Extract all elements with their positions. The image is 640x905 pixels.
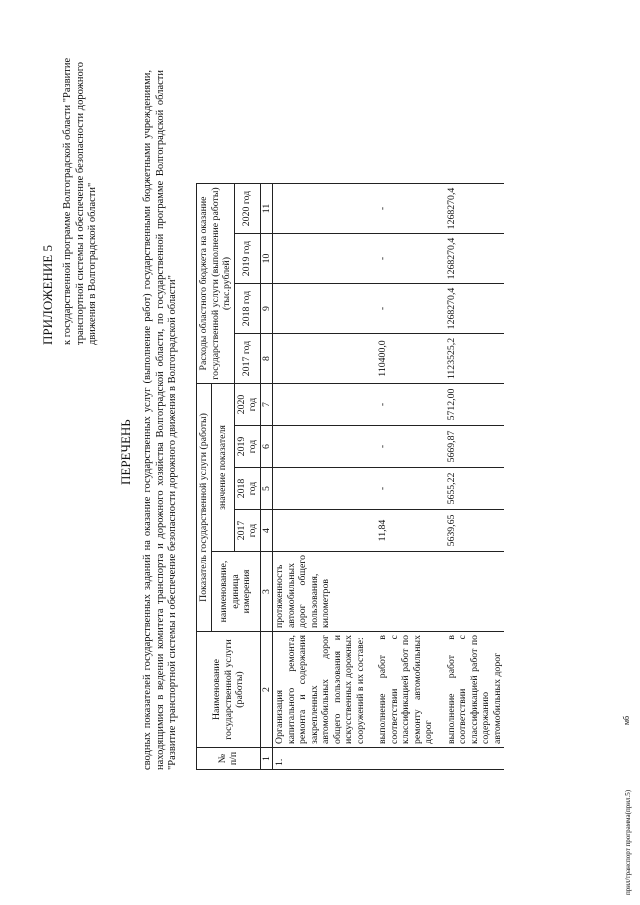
column-number: 8 [260,334,273,384]
header-year: 2019 год [234,234,260,284]
header-indicator: Показатель государственной услуги (работы) [197,384,212,632]
row-budget [273,234,377,284]
row-budget [273,184,377,234]
row-value: - [376,468,445,510]
row-service: выполнение работ в соответствии с классификацией работ по содержанию автомобильных дорог [445,632,505,748]
column-number: 3 [260,552,273,632]
column-number: 5 [260,468,273,510]
row-num: 1. [273,748,377,770]
row-budget: 1268270,4 [445,284,505,334]
footer-filename: прил/транспорт программа(прил.5) [624,789,632,895]
row-value [273,426,377,468]
row-service: Организация капитального ремонта, ремонта и содержания закрепленных автомобильных дорог общего пользования и искусственных дорожных сооружений в их составе: [273,632,377,748]
row-budget: - [376,184,445,234]
row-value: - [376,426,445,468]
column-number: 11 [260,184,273,234]
header-year: 2020 год [234,184,260,234]
header-budget: Расходы областного бюджета на оказание государственной услуги (выполнение работы) (тыс.рублей) [197,184,235,384]
column-number: 10 [260,234,273,284]
row-value: - [376,384,445,426]
table-row [376,184,445,770]
row-budget [273,284,377,334]
row-indicator [445,552,505,632]
header-num: № п/п [197,748,261,770]
header-service-name: Наименование государственной услуги (работы) [197,632,261,748]
column-number: 4 [260,510,273,552]
row-value: 11,84 [376,510,445,552]
header-year: 2017 год [234,510,260,552]
header-year: 2018 год [234,468,260,510]
table-row [273,184,377,770]
footer-code: мб [622,715,631,725]
row-budget: 1268270,4 [445,184,505,234]
header-year: 2020 год [234,384,260,426]
row-value: 5639,65 [445,510,505,552]
column-number: 7 [260,384,273,426]
indicators-table [196,183,504,770]
row-indicator [376,552,445,632]
column-number: 6 [260,426,273,468]
table-row [445,184,505,770]
row-value: 5712,00 [445,384,505,426]
row-num [445,748,505,770]
document-title: ПЕРЕЧЕНЬ [118,419,133,485]
appendix-heading: ПРИЛОЖЕНИЕ 5 [40,245,55,345]
column-number-row [260,184,273,770]
header-year: 2018 год [234,284,260,334]
row-value [273,384,377,426]
row-budget: - [376,284,445,334]
row-budget: 110400,0 [376,334,445,384]
header-indicator-name: наименование, единица измерения [211,552,260,632]
row-budget: 1268270,4 [445,234,505,284]
column-number: 9 [260,284,273,334]
row-value: 5655,22 [445,468,505,510]
row-service: выполнение работ в соответствии с классификацией работ по ремонту автомобильных дорог [376,632,445,748]
header-indicator-value: значение показателя [211,384,234,552]
column-number: 2 [260,632,273,748]
program-reference: к государственной программе Волгоградской области "Развитие транспортной системы и обеспечение безопасности дорожного движения в Волгоградской области" [62,57,98,345]
row-indicator: протяженность автомобильных дорог общего пользования, километров [273,552,377,632]
column-number: 1 [260,748,273,770]
row-value [273,468,377,510]
row-budget [273,334,377,384]
row-budget: - [376,234,445,284]
row-value [273,510,377,552]
row-value: 5669,87 [445,426,505,468]
row-num [376,748,445,770]
row-budget: 1123525,2 [445,334,505,384]
header-year: 2017 год [234,334,260,384]
header-year: 2019 год [234,426,260,468]
document-description: сводных показателей государственных заданий на оказание государственных услуг (выполнение работ) государственными бюджетными учреждениями, находящимися в ведении комитета транспорта и дорожного хозяйства Волгоградской области, по государственной программе Волгоградской области "Развитие транспортной системы и обеспечение безопасности дорожного движения в Волгоградской области" [142,70,178,770]
